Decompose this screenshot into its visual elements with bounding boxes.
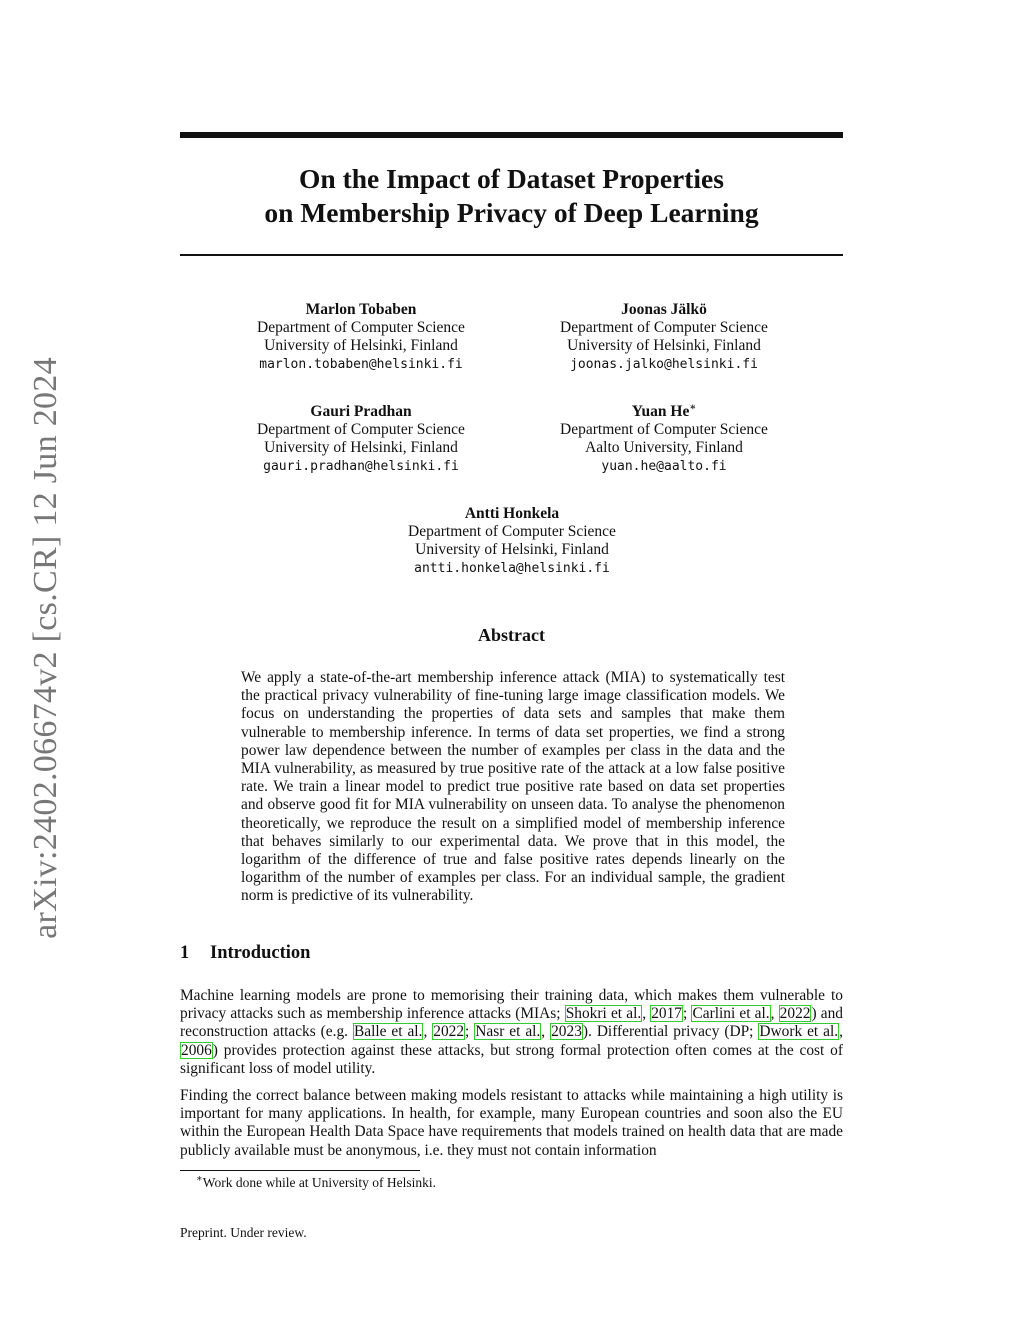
footnote-mark[interactable]: ∗ [689,401,697,413]
citation-link[interactable]: 2022 [779,1005,811,1023]
citation-separator: ; [465,1023,475,1041]
arxiv-identifier-text: arXiv:2402.06674v2 [cs.CR] 12 Jun 2024 [27,357,64,939]
intro-paragraph-2: Finding the correct balance between making models resistant to attacks while maintaining a high utility is important for many applications. In health, for example, many European countries and soon also the EU within the European Health Data Space have requirements that models trained on health data that are made publicly available must be anonymous, i.e. they must not contain information [180,1087,843,1159]
author-name: Marlon Tobaben [305,301,417,318]
citation-separator: , [642,1005,651,1023]
author-name: Gauri Pradhan [310,403,412,420]
author-affiliation: University of Helsinki, Finland [415,541,609,559]
citation-link[interactable]: 2006 [181,1041,212,1059]
author-department: Department of Computer Science [560,319,768,337]
citation-link[interactable]: Shokri et al. [565,1005,642,1023]
citation-separator: ; [683,1005,692,1023]
citation-link[interactable]: 2023 [551,1023,582,1041]
abstract-heading: Abstract [478,625,545,645]
paragraph-text: ) provides protection against these attacks, but strong formal protection often comes at the cost of significant loss of model utility. [180,1041,843,1077]
abstract-text: We apply a state-of-the-art membership inference attack (MIA) to systematically test the practical privacy vulnerability of fine-tuning large image classification models. We focus on understanding the properties of data sets and samples that make them vulnerable to membership inference. In terms of data set properties, we find a strong power law dependence between the number of examples per class in the data and the MIA vulnerability, as measured by true positive rate of the attack at a low false positive rate. We train a linear model to predict true positive rate based on data set properties and observe good fit for MIA vulnerability on unseen data. To analyse the phenomenon theoretically, we reproduce the result on a simplified model of membership inference that behaves similarly to our experimental data. We prove that in this model, the logarithm of the difference of true and false positive rates depends linearly on the logarithm of the number of examples per class. For an individual sample, the gradient norm is predictive of its vulnerability. [241,669,785,905]
footnote [196,1175,436,1191]
citation-link[interactable]: Balle et al. [353,1023,423,1041]
paragraph-text: Machine learning models are prone to memorising their training data, which makes them vulnerable to privacy attacks such as membership inference attacks (MIAs; [180,987,843,1023]
title-bottom-rule [180,254,843,256]
citation-link[interactable]: Dwork et al. [759,1023,839,1041]
citation-link[interactable]: 2017 [651,1005,682,1023]
section-heading [180,943,310,964]
citation-link[interactable]: Nasr et al. [475,1023,541,1041]
section-number: 1 [180,943,190,963]
section-title: Introduction [210,943,311,963]
author-affiliation: University of Helsinki, Finland [264,439,458,457]
author-email[interactable]: antti.honkela@helsinki.fi [414,560,610,576]
footnote-mark: ∗ [196,1173,203,1185]
footnote-rule [180,1170,420,1171]
intro-paragraph-1 [180,987,843,1078]
author-affiliation: University of Helsinki, Finland [264,337,458,355]
title-line-2: on Membership Privacy of Deep Learning [264,197,759,228]
author-block [504,301,824,374]
paragraph-text: ). Differential privacy (DP; [582,1023,759,1041]
citation-link[interactable]: 2022 [433,1023,465,1041]
footnote-text: Work done while at University of Helsinki. [202,1175,437,1190]
author-department: Department of Computer Science [560,421,768,439]
author-affiliation: University of Helsinki, Finland [567,337,761,355]
paper-title [180,162,843,230]
author-email[interactable]: joonas.jalko@helsinki.fi [570,356,758,372]
author-name-line [504,403,824,421]
author-email[interactable]: gauri.pradhan@helsinki.fi [263,458,459,474]
author-block [201,403,521,476]
author-email[interactable]: yuan.he@aalto.fi [601,458,727,474]
author-name: Yuan He [631,403,690,420]
author-department: Department of Computer Science [408,523,616,541]
citation-separator: , [423,1023,433,1041]
paragraph-text: ) and reconstruction attacks (e.g. [180,1005,843,1041]
author-block [504,403,824,476]
author-email[interactable]: marlon.tobaben@helsinki.fi [259,356,463,372]
title-line-1: On the Impact of Dataset Properties [299,163,724,194]
citation-link[interactable]: Carlini et al. [692,1005,770,1023]
author-name: Antti Honkela [464,505,560,522]
citation-separator: , [770,1005,779,1023]
author-department: Department of Computer Science [257,319,465,337]
author-department: Department of Computer Science [257,421,465,439]
author-name: Joonas Jälkö [621,301,707,318]
author-block [201,301,521,374]
preprint-note: Preprint. Under review. [180,1225,307,1240]
author-block [352,505,672,578]
citation-separator: , [839,1023,843,1041]
citation-separator: , [541,1023,551,1041]
title-top-rule [180,132,843,138]
author-affiliation: Aalto University, Finland [585,439,743,457]
